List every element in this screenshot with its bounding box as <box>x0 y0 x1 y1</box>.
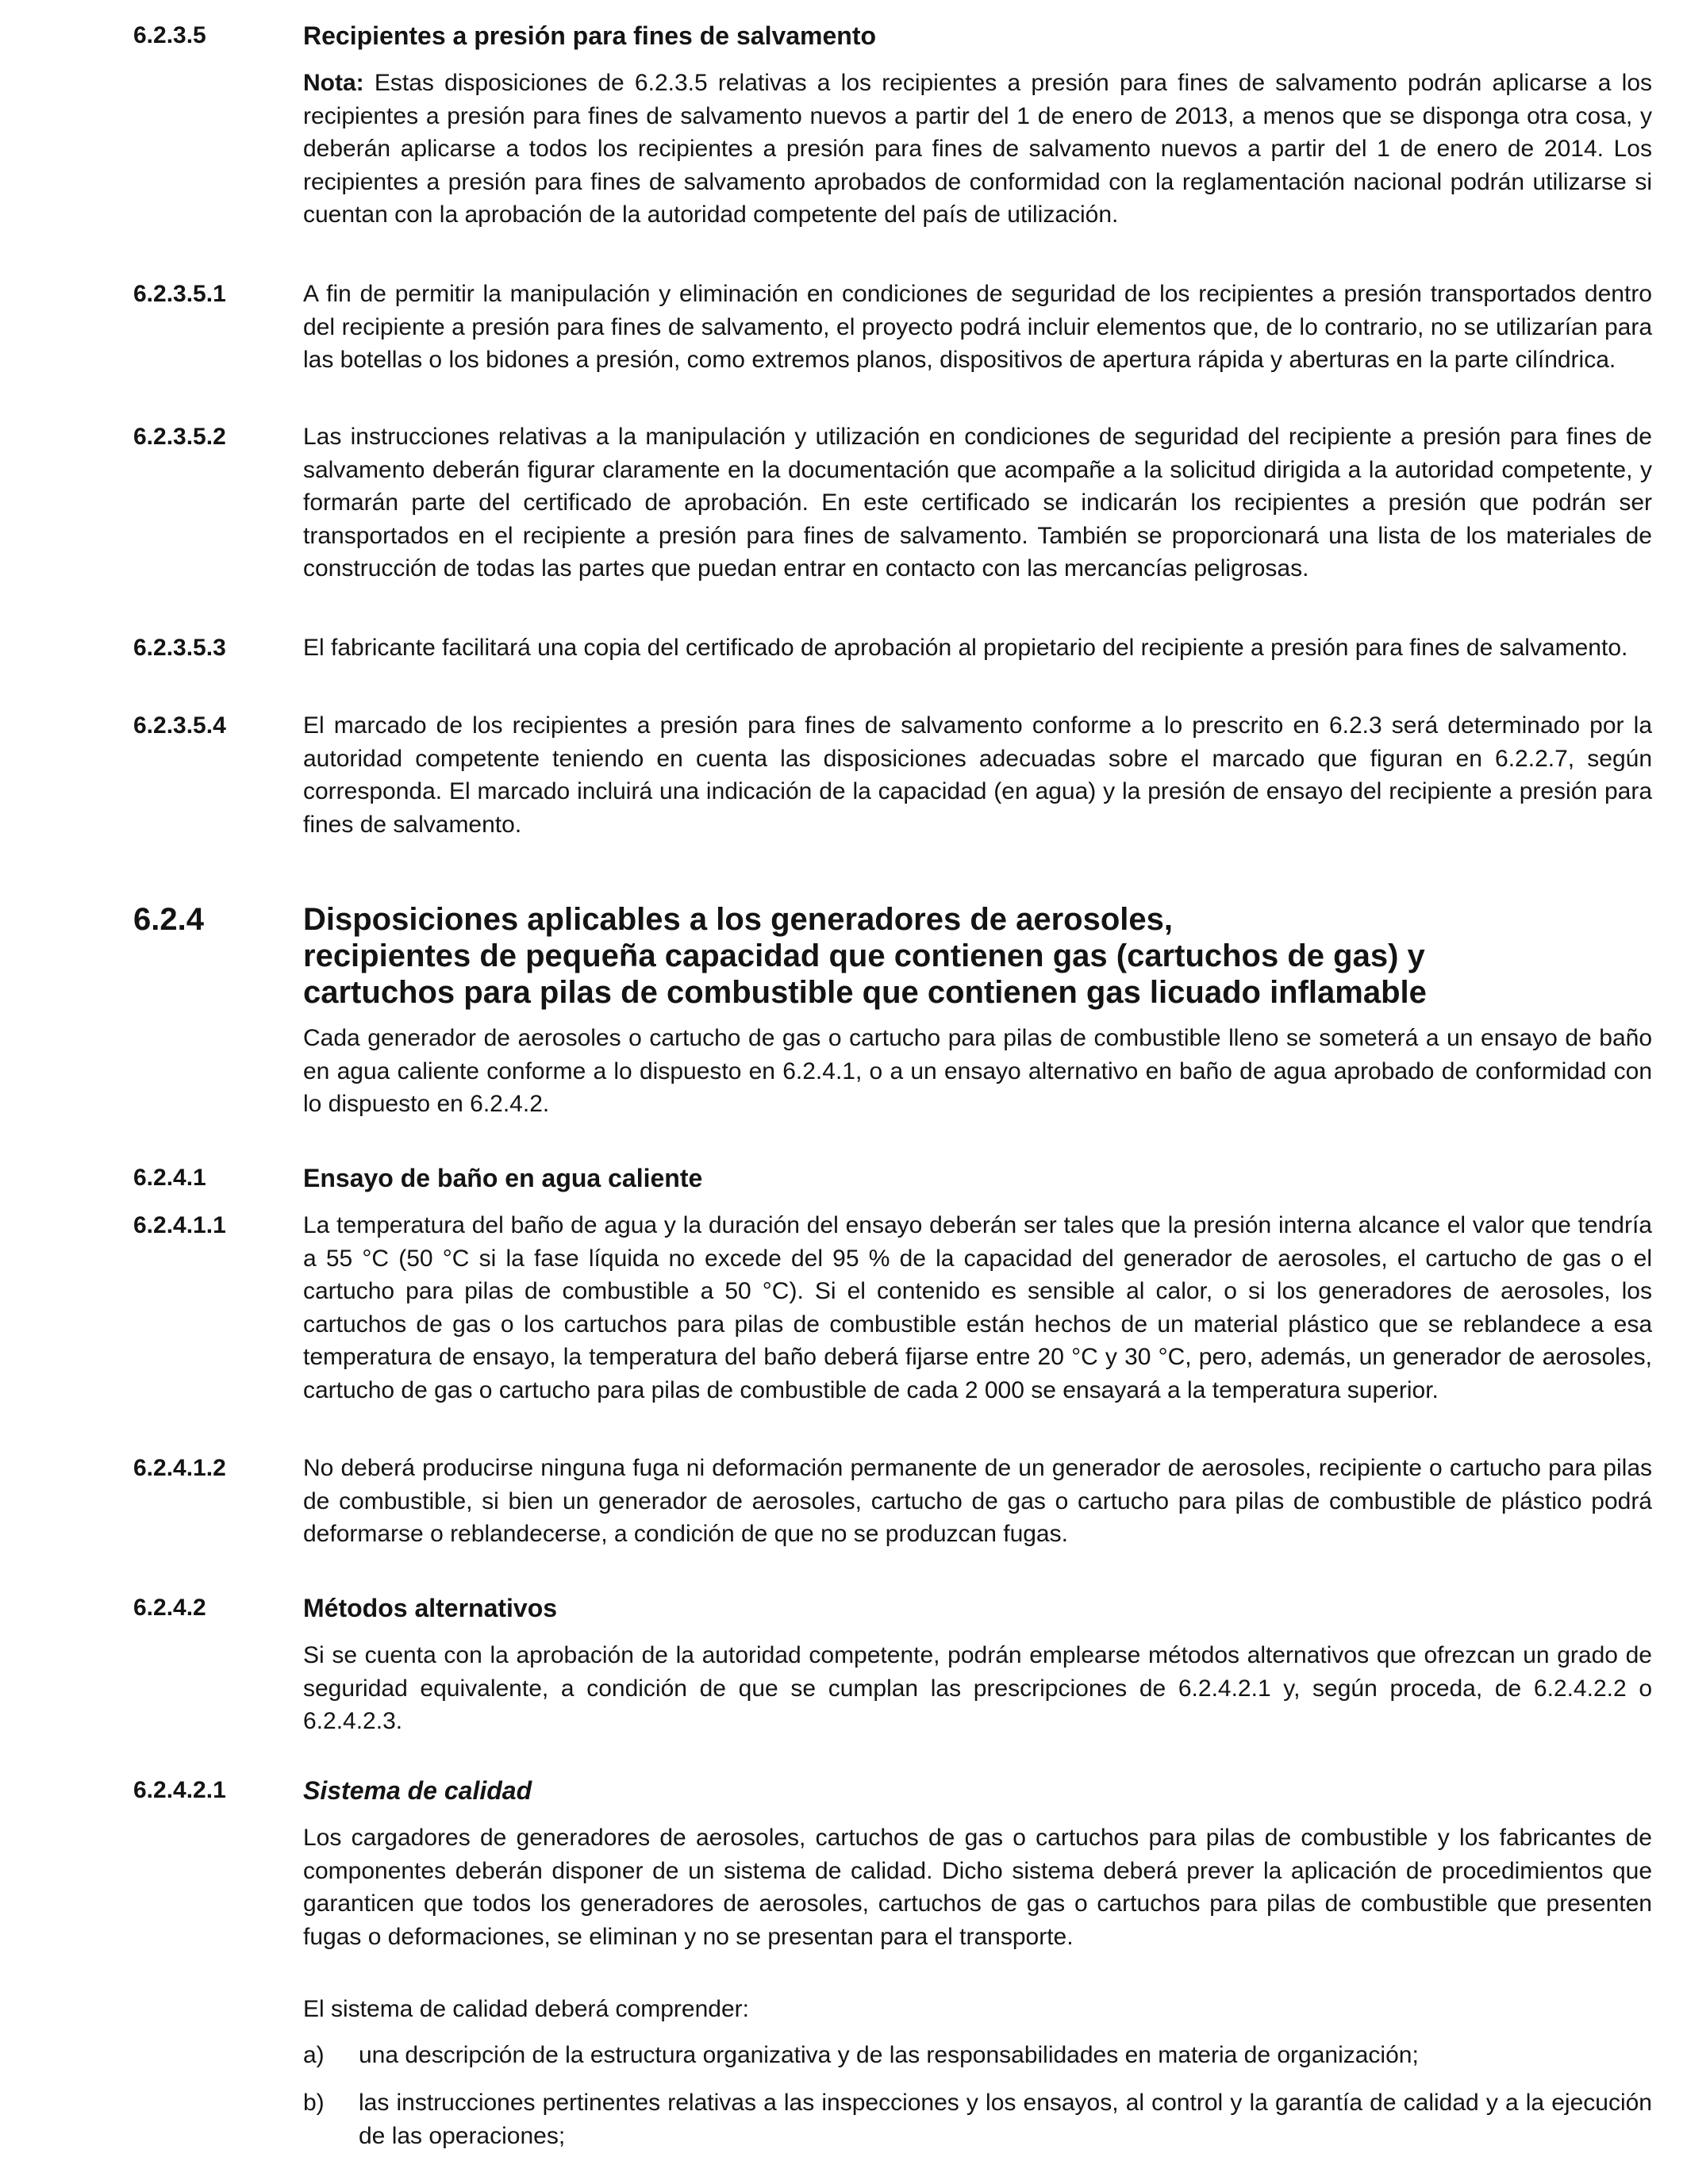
paragraph: El sistema de calidad deberá comprender: <box>303 1996 749 2022</box>
paragraph: Si se cuenta con la aprobación de la autoridad competente, podrán emplearse métodos alternativos que ofrezcan un grado de seguridad equivalente, a condición de que se cumplan las prescripciones de 6.2.4.2.1 y, según proceda, de 6.2.4.2.2 o 6.2.4.2.3. <box>303 1642 1652 1734</box>
list-item-text: una descripción de la estructura organizativa y de las responsabilidades en materia de organización; <box>359 2042 1419 2068</box>
section-title: Métodos alternativos <box>303 1594 558 1622</box>
paragraph: No deberá producirse ninguna fuga ni deformación permanente de un generador de aerosoles, recipiente o cartucho para pilas de combustible, si bien un generador de aerosoles, cartucho de gas o cartucho para pilas de combustible de plástico podrá deformarse o reblandecerse, a condición de que no se produzcan fugas. <box>303 1455 1652 1547</box>
section-number: 6.2.4.1.2 <box>133 1455 226 1481</box>
list-item-text: las instrucciones pertinentes relativas a las inspecciones y los ensayos, al control y la garantía de calidad y a la ejecución de las operaciones; <box>359 2090 1652 2149</box>
section-number: 6.2.3.5.2 <box>133 424 226 450</box>
section-title: Recipientes a presión para fines de salvamento <box>303 21 877 50</box>
heading-line-3: cartuchos para pilas de combustible que contienen gas licuado inflamable <box>303 975 1427 1010</box>
paragraph: La temperatura del baño de agua y la duración del ensayo deberán ser tales que la presión interna alcance el valor que tendría a 55 °C (50 °C si la fase líquida no excede del 95 % de la capacidad del generador de aerosoles, el cartucho de gas o el cartucho para pilas de combustible a 50 °C). Si el contenido es sensible al calor, o si los generadores de aerosoles, los cartuchos de gas o los cartuchos para pilas de combustible están hechos de un material plástico que se reblandece a esa temperatura de ensayo, la temperatura del baño deberá fijarse entre 20 °C y 30 °C, pero, además, un generador de aerosoles, cartucho de gas o cartucho para pilas de combustible de cada 2 000 se ensayará a la temperatura superior. <box>303 1212 1652 1403</box>
section-number: 6.2.3.5 <box>133 22 206 48</box>
nota-text-block <box>303 67 1652 232</box>
section-number: 6.2.4.2 <box>133 1595 206 1621</box>
nota-label: Nota: <box>303 70 364 96</box>
section-number: 6.2.3.5.3 <box>133 635 226 661</box>
section-number: 6.2.4.2.1 <box>133 1777 226 1803</box>
paragraph: Los cargadores de generadores de aerosoles, cartuchos de gas o cartuchos para pilas de combustible y los fabricantes de componentes deberán disponer de un sistema de calidad. Dicho sistema deberá prever la aplicación de procedimientos que garanticen que todos los generadores de aerosoles, cartuchos de gas o cartuchos para pilas de combustible que presenten fugas o deformaciones, se eliminan y no se presentan para el transporte. <box>303 1825 1652 1950</box>
section-title: Ensayo de baño en agua caliente <box>303 1164 703 1192</box>
paragraph: Cada generador de aerosoles o cartucho de gas o cartucho para pilas de combustible lleno se someterá a un ensayo de baño en agua caliente conforme a lo dispuesto en 6.2.4.1, o a un ensayo alternativo en baño de agua aprobado de conformidad con lo dispuesto en 6.2.4.2. <box>303 1025 1652 1117</box>
section-number: 6.2.4.1 <box>133 1165 206 1191</box>
nota-text: Estas disposiciones de 6.2.3.5 relativas a los recipientes a presión para fines de salvamento podrán aplicarse a los recipientes a presión para fines de salvamento nuevos a partir del 1 de enero de 2013, a menos que se disponga otra cosa, y deberán aplicarse a todos los recipientes a presión para fines de salvamento nuevos a partir del 1 de enero de 2014. Los recipientes a presión para fines de salvamento aprobados de conformidad con la reglamentación nacional podrán utilizarse si cuentan con la aprobación de la autoridad competente del país de utilización. <box>303 70 1652 228</box>
section-number: 6.2.4.1.1 <box>133 1212 226 1238</box>
list-item-letter: b) <box>303 2090 325 2116</box>
section-number: 6.2.3.5.1 <box>133 281 226 307</box>
heading-line-1: Disposiciones aplicables a los generadores de aerosoles, <box>303 902 1174 937</box>
section-number: 6.2.3.5.4 <box>133 712 226 739</box>
paragraph: El marcado de los recipientes a presión para fines de salvamento conforme a lo prescrito en 6.2.3 será determinado por la autoridad competente teniendo en cuenta las disposiciones adecuadas sobre el marcado que figuran en 6.2.2.7, según corresponda. El marcado incluirá una indicación de la capacidad (en agua) y la presión de ensayo del recipiente a presión para fines de salvamento. <box>303 712 1652 838</box>
paragraph: Las instrucciones relativas a la manipulación y utilización en condiciones de seguridad del recipiente a presión para fines de salvamento deberán figurar claramente en la documentación que acompañe a la solicitud dirigida a la autoridad competente, y formarán parte del certificado de aprobación. En este certificado se indicarán los recipientes a presión que podrán ser transportados en el recipiente a presión para fines de salvamento. También se proporcionará una lista de los materiales de construcción de todas las partes que puedan entrar en contacto con las mercancías peligrosas. <box>303 424 1652 582</box>
paragraph: A fin de permitir la manipulación y eliminación en condiciones de seguridad de los recipientes a presión transportados dentro del recipiente a presión para fines de salvamento, el proyecto podrá incluir elementos que, de lo contrario, no se utilizarían para las botellas o los bidones a presión, como extremos planos, dispositivos de apertura rápida y aberturas en la parte cilíndrica. <box>303 281 1652 373</box>
paragraph: El fabricante facilitará una copia del certificado de aprobación al propietario del recipiente a presión para fines de salvamento. <box>303 635 1628 661</box>
section-title: Sistema de calidad <box>303 1776 532 1805</box>
heading-number: 6.2.4 <box>133 902 204 937</box>
list-item-letter: a) <box>303 2042 325 2068</box>
heading-line-2: recipientes de pequeña capacidad que contienen gas (cartuchos de gas) y <box>303 938 1425 973</box>
